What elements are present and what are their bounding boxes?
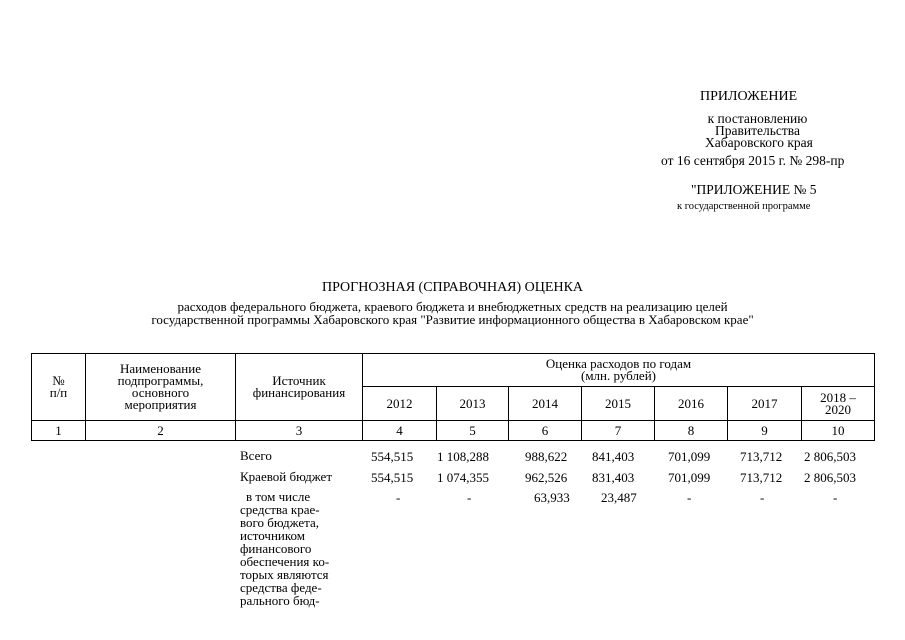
document-subtitle-1: расходов федерального бюджета, краевого бюджета и внебюджетных средств на реализацию целей — [177, 299, 728, 314]
header-year-2015: 2015 — [582, 387, 655, 421]
document-title: ПРОГНОЗНАЯ (СПРАВОЧНАЯ) ОЦЕНКА — [321, 280, 584, 295]
appendix-line-2: Правительства — [715, 123, 800, 138]
index-cell: 4 — [363, 421, 437, 441]
header-num: № п/п — [32, 354, 86, 421]
index-cell: 3 — [236, 421, 363, 441]
header-year-2012: 2012 — [363, 387, 437, 421]
index-cell: 8 — [655, 421, 728, 441]
header-year-2016: 2016 — [655, 387, 728, 421]
value-cell: 2 806,503 — [804, 470, 856, 485]
appendix-line-1: к постановлению — [707, 111, 808, 126]
reference-subtitle: к государственной программе — [677, 201, 811, 212]
index-cell: 10 — [802, 421, 875, 441]
value-cell: - — [396, 490, 401, 505]
value-cell: 554,515 — [371, 449, 414, 464]
value-cell: - — [833, 490, 838, 505]
value-cell: - — [687, 490, 692, 505]
value-cell: 713,712 — [740, 470, 783, 485]
value-cell: 554,515 — [371, 470, 414, 485]
value-cell: 63,933 — [534, 490, 570, 505]
header-year-2014: 2014 — [509, 387, 582, 421]
value-cell: 1 074,355 — [437, 470, 489, 485]
reference-title: "ПРИЛОЖЕНИЕ № 5 — [691, 182, 817, 197]
header-year-2017: 2017 — [728, 387, 802, 421]
value-cell: - — [467, 490, 472, 505]
value-cell: 1 108,288 — [437, 449, 489, 464]
value-cell: 2 806,503 — [804, 449, 856, 464]
value-cell: 841,403 — [592, 449, 635, 464]
value-cell: 23,487 — [601, 490, 637, 505]
row-label-regional: Краевой бюджет — [240, 469, 333, 484]
value-cell: - — [760, 490, 765, 505]
value-cell: 713,712 — [740, 449, 783, 464]
index-cell: 1 — [32, 421, 86, 441]
header-source: Источник финансирования — [236, 354, 363, 421]
header-year-2013: 2013 — [437, 387, 509, 421]
including-line: вого бюджета, — [240, 515, 320, 530]
index-cell: 2 — [86, 421, 236, 441]
value-cell: 831,403 — [592, 470, 635, 485]
appendix-line-4: от 16 сентября 2015 г. № 298-пр — [661, 153, 845, 168]
appendix-line-3: Хабаровского края — [705, 135, 813, 150]
header-estimate: Оценка расходов по годам (млн. рублей) — [363, 354, 875, 387]
index-cell: 7 — [582, 421, 655, 441]
value-cell: 988,622 — [525, 449, 568, 464]
including-line: в том числе — [246, 489, 311, 504]
including-line: обеспечения ко- — [240, 554, 330, 569]
value-cell: 701,099 — [668, 470, 711, 485]
appendix-title: ПРИЛОЖЕНИЕ — [700, 89, 798, 104]
document-subtitle-2: государственной программы Хабаровского края "Развитие информационного общества в Хабаровском крае" — [151, 312, 754, 327]
estimate-table-header — [31, 353, 875, 441]
including-line: рального бюд- — [240, 593, 320, 608]
header-year-2018-2020: 2018 – 2020 — [802, 387, 875, 421]
value-cell: 962,526 — [525, 470, 568, 485]
value-cell: 701,099 — [668, 449, 711, 464]
including-line: средства крае- — [240, 502, 320, 517]
index-cell: 9 — [728, 421, 802, 441]
including-line: источником — [240, 528, 305, 543]
index-cell: 6 — [509, 421, 582, 441]
including-line: финансового — [240, 541, 312, 556]
row-label-total: Всего — [240, 448, 272, 463]
including-line: средства феде- — [240, 580, 322, 595]
including-line: торых являются — [240, 567, 329, 582]
index-cell: 5 — [437, 421, 509, 441]
header-name: Наименование подпрограммы, основного мероприятия — [86, 354, 236, 421]
